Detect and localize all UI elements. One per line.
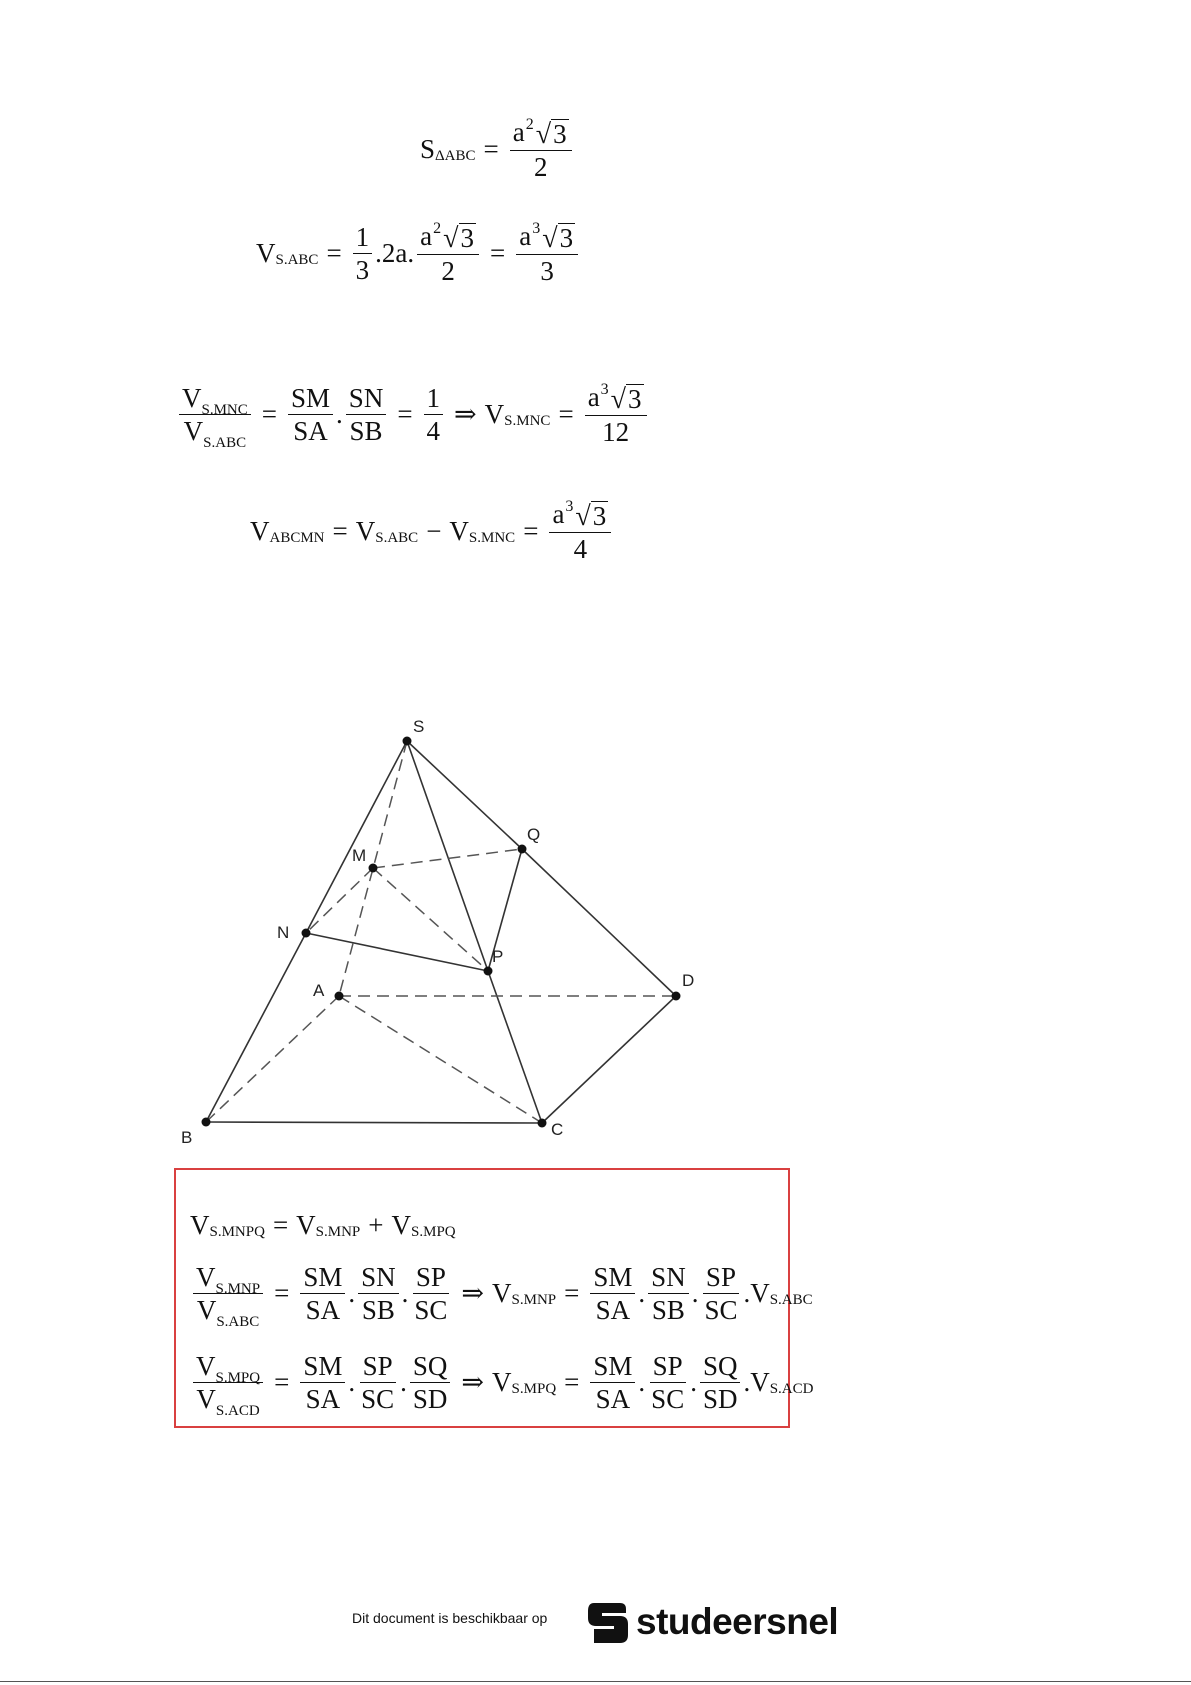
edge-mq-hidden <box>373 849 522 868</box>
point-m <box>369 864 378 873</box>
edge-sp <box>407 741 488 971</box>
label-c: C <box>551 1120 564 1139</box>
edge-nb <box>206 933 306 1122</box>
equation-volume-sabc: V S.ABC = $\frac{1}{3}$ .2a. $a^2$ √ 3 2 = $a^3$ √ 3 3 <box>256 222 581 286</box>
point-b <box>202 1118 211 1127</box>
point-q <box>518 845 527 854</box>
studeersnel-s-icon <box>586 1599 630 1645</box>
label-d: D <box>682 971 695 990</box>
point-c <box>538 1119 547 1128</box>
edge-ac-hidden <box>339 996 542 1123</box>
edge-mn-hidden <box>306 868 373 933</box>
edge-mp-hidden <box>373 868 488 971</box>
edge-sq <box>407 741 522 849</box>
page-bottom-rule <box>0 1681 1191 1682</box>
edge-ab-hidden <box>206 996 339 1122</box>
point-a <box>335 992 344 1001</box>
studeersnel-logo[interactable] <box>586 1599 838 1645</box>
edge-pc <box>488 971 542 1123</box>
equation-ratio-smnc: $\frac{V_{S.MNC}}{V_{S.ABC}}$ = $\frac{SM}{SA}$ . $\frac{SN}{SB}$ = $\frac{1}{4}$ ⇒ V S.MNC = $a^3$ √ 3 12 <box>176 383 650 447</box>
point-s <box>403 737 412 746</box>
label-m: M <box>352 846 367 865</box>
box-equation-3: $\frac{V_{S.MPQ}}{V_{S.ACD}}$ = $\frac{SM}{SA}$ . $\frac{SP}{SC}$ . $\frac{SQ}{SD}$ ⇒ V S.MPQ = $\frac{SM}{SA}$ . $\frac{SP}{SC}$ . $\frac{SQ}{SD}$ . V S.ACD <box>190 1352 813 1414</box>
footer-availability-text: Dit document is beschikbaar op <box>352 1610 548 1626</box>
label-n: N <box>277 923 290 942</box>
label-s: S <box>413 717 425 736</box>
label-a: A <box>313 981 325 1000</box>
label-q: Q <box>527 825 541 844</box>
point-n <box>302 929 311 938</box>
point-d <box>672 992 681 1001</box>
edge-np <box>306 933 488 971</box>
edge-bc <box>206 1122 542 1123</box>
box-equation-2: $\frac{V_{S.MNP}}{V_{S.ABC}}$ = $\frac{SM}{SA}$ . $\frac{SN}{SB}$ . $\frac{SP}{SC}$ ⇒ V S.MNP = $\frac{SM}{SA}$ . $\frac{SN}{SB}$ . $\frac{SP}{SC}$ . V S.ABC <box>190 1263 813 1325</box>
edge-sn <box>306 741 407 933</box>
equation-volume-abcmn: V ABCMN = V S.ABC − V S.MNC = $a^3$ √ 3 4 <box>250 500 614 564</box>
edge-dc <box>542 996 676 1123</box>
equation-area-abc: S ΔABC = $a^2$ √ 3 2 <box>420 118 575 182</box>
point-p <box>484 967 493 976</box>
box-equation-1: V S.MNPQ = V S.MNP + V S.MPQ <box>190 1210 456 1240</box>
label-b: B <box>181 1128 193 1147</box>
label-p: P <box>492 947 504 966</box>
edge-qd <box>522 849 676 996</box>
studeersnel-wordmark: studeersnel <box>636 1601 839 1642</box>
